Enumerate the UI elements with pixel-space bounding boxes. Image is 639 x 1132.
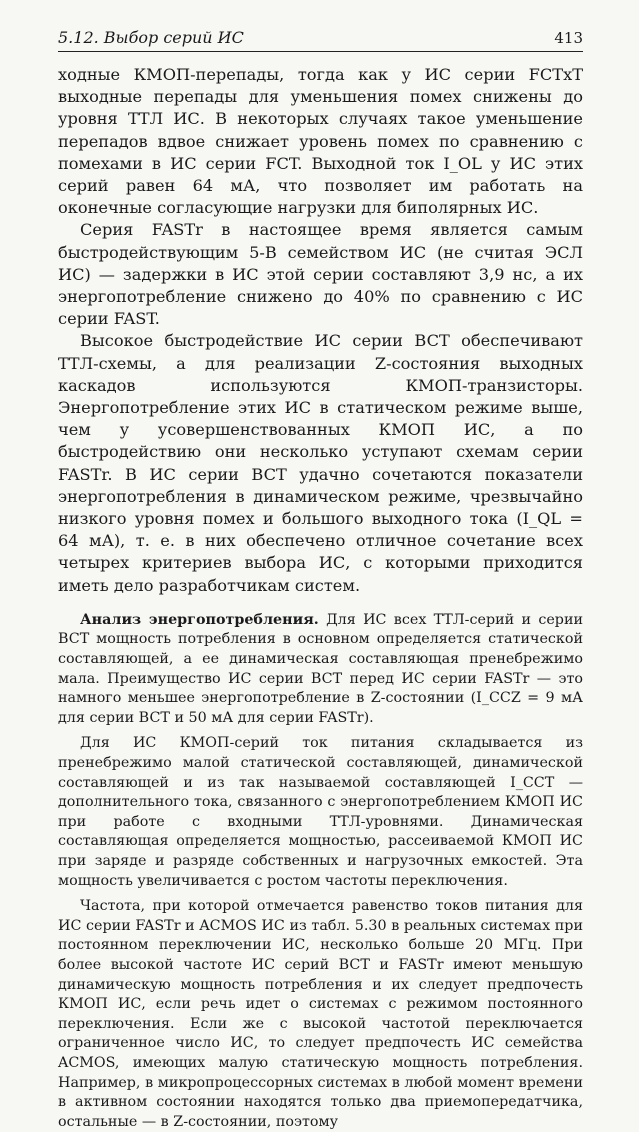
- running-header: [58, 28, 583, 52]
- paragraph-text: Для ИС всех ТТЛ-серий и серии BCT мощность потребления в основном определяется статической составляющей, а ее динамическая составляющая пренебрежимо мала. Преимущество ИС серии BCT перед ИС серии FASTr — это намного меньшее энергопотребление в Z-состоянии (I_CCZ = 9 мА для серии BCT и 50 мА для серии FASTr).: [58, 611, 583, 726]
- paragraph: Серия FASTr в настоящее время является самым быстродействующим 5-В семейством ИС (не считая ЭСЛ ИС) — задержки в ИС этой серии составляют 3,9 нс, а их энергопотребление снижено до 40% по сравнению с ИС серии FAST.: [58, 220, 583, 329]
- paragraph: Для ИС КМОП-серий ток питания складывается из пренебрежимо малой статической составляющей, динамической составляющей и из так называемой составляющей I_CCT — дополнительного тока, связанного с энергопотреблением КМОП ИС при работе с входными ТТЛ-уровнями. Динамическая составляющая определяется мощностью, рассеиваемой КМОП ИС при заряде и разряде собственных и нагрузочных емкостей. Эта мощность увеличивается с ростом частоты переключения.: [58, 735, 583, 889]
- section-title: 5.12. Выбор серий ИС: [58, 28, 244, 47]
- paragraph: ходные КМОП-перепады, тогда как у ИС серии FCTxT выходные перепады для уменьшения помех снижены до уровня ТТЛ ИС. В некоторых случаях такое уменьшение перепадов вдвое снижает уровень помех по сравнению с помехами в ИС серии FCT. Выходной ток I_OL у ИС этих серий равен 64 мА, что позволяет им работать на оконечные согласующие нагрузки для биполярных ИС.: [58, 65, 583, 218]
- runin-heading: Анализ энергопотребления.: [80, 611, 319, 628]
- paragraph: [58, 611, 583, 729]
- paragraph: Частота, при которой отмечается равенство токов питания для ИС серии FASTr и ACMOS ИС из табл. 5.30 в реальных системах при постоянном переключении ИС, несколько больше 20 МГц. При более высокой частоте ИС серий BCT и FASTr имеют меньшую динамическую мощность потребления и их следует предпочесть КМОП ИС, если речь идет о системах с режимом постоянного переключения. Если же с высокой частотой переключается ограниченное число ИС, то следует предпочесть ИС семейства ACMOS, имеющих малую статическую мощность потребления. Например, в микропроцессорных системах в любой момент времени в активном состоянии находятся только два приемопередатчика, остальные — в Z-состоянии, поэтому: [58, 898, 583, 1130]
- paragraph: Высокое быстродействие ИС серии BCT обеспечивают ТТЛ-схемы, а для реализации Z-состояния выходных каскадов используются КМОП-транзисторы. Энергопотребление этих ИС в статическом режиме выше, чем у усовершенствованных КМОП ИС, а по быстродействию они несколько уступают схемам серии FASTr. В ИС серии BCT удачно сочетаются показатели энергопотребления в динамическом режиме, чрезвычайно низкого уровня помех и большого выходного тока (I_QL = 64 мА), т. е. в них обеспечено отличное сочетание всех четырех критериев выбора ИС, с которыми приходится иметь дело разработчикам систем.: [58, 331, 583, 595]
- small-text-block: [58, 611, 583, 1132]
- page-number: 413: [554, 29, 583, 47]
- main-text-block: [58, 64, 583, 597]
